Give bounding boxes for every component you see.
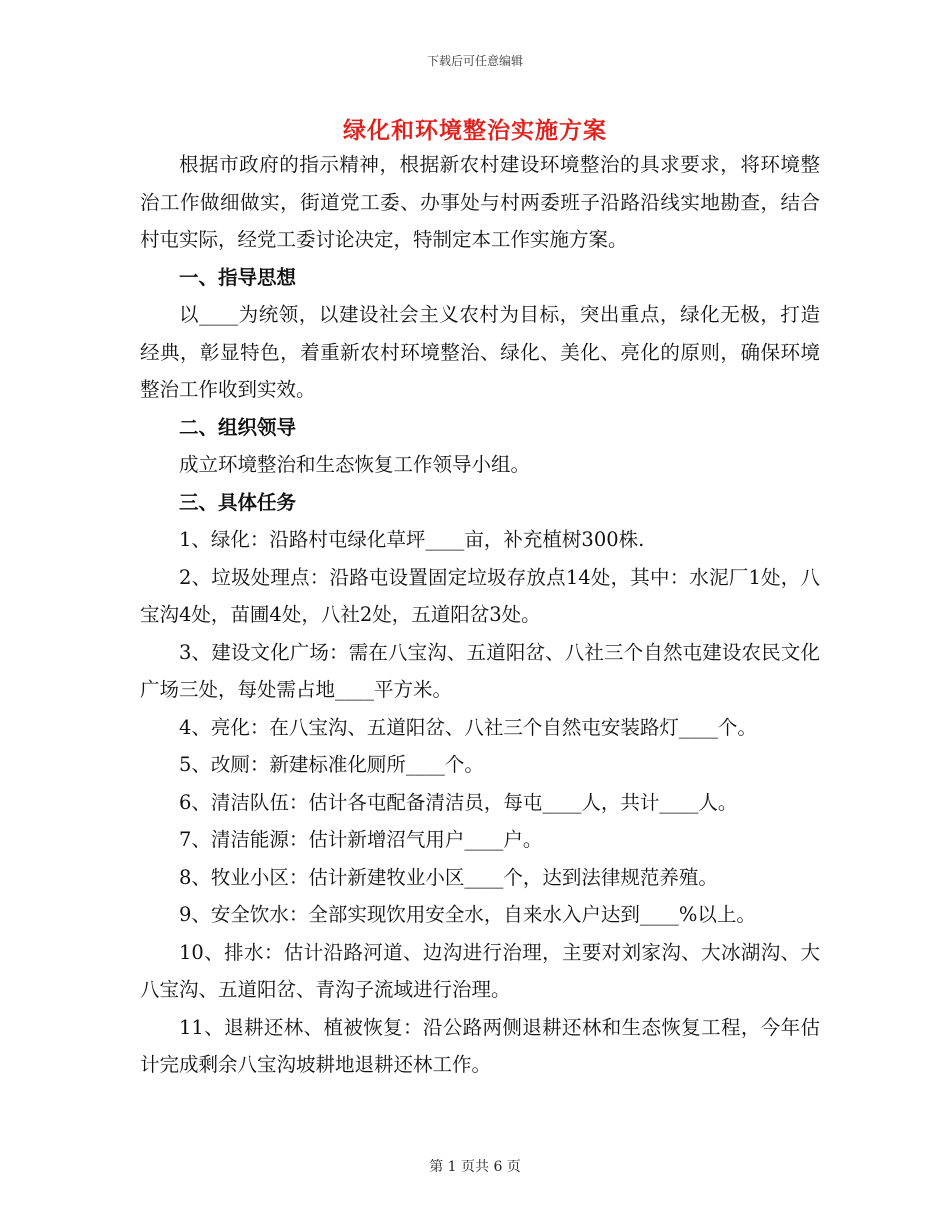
section-heading-tasks: 三、具体任务 — [179, 490, 297, 514]
intro-paragraph: 根据市政府的指示精神，根据新农村建设环境整治的具求要求，将环境整治工作做细做实，街道党工委、办事处与村两委班子沿路沿线实地勘查，结合村屯实际，经党工委讨论决定，特制定本工作实施方案。 — [140, 153, 820, 251]
task-item: 5、改厕：新建标准化厕所____个。 — [179, 753, 484, 776]
task-item: 6、清洁队伍：估计各屯配备清洁员，每屯____人，共计____人。 — [179, 790, 738, 814]
document-title: 绿化和环境整治实施方案 — [343, 118, 607, 144]
task-item: 9、安全饮水：全部实现饮用安全水，自来水入户达到____%以上。 — [179, 903, 756, 926]
task-item: 8、牧业小区：估计新建牧业小区____个，达到法律规范养殖。 — [179, 865, 718, 889]
task-item: 3、建设文化广场：需在八宝沟、五道阳岔、八社三个自然屯建设农民文化广场三处，每处需占地____平方米。 — [140, 640, 820, 701]
section-heading-organization: 二、组织领导 — [179, 415, 297, 439]
task-item: 1、绿化：沿路村屯绿化草坪____亩，补充植树300株. — [179, 528, 645, 551]
task-item: 7、清洁能源：估计新增沼气用户____户。 — [179, 828, 543, 851]
page-footer: 第 1 页共 6 页 — [429, 1159, 521, 1175]
task-item: 11、退耕还林、植被恢复：沿公路两侧退耕还林和生态恢复工程，今年估计完成剩余八宝沟坡耕地退耕还林工作。 — [140, 1015, 820, 1076]
section-heading-guiding: 一、指导思想 — [179, 265, 297, 289]
task-item: 2、垃圾处理点：沿路屯设置固定垃圾存放点14处，其中：水泥厂1处，八宝沟4处，苗圃4处，八社2处，五道阳岔3处。 — [140, 565, 820, 626]
document-body — [140, 146, 820, 1084]
page-header: 下载后可任意编辑 — [426, 54, 523, 68]
section-text-organization: 成立环境整治和生态恢复工作领导小组。 — [179, 453, 531, 476]
task-item: 4、亮化：在八宝沟、五道阳岔、八社三个自然屯安装路灯____个。 — [179, 715, 757, 739]
section-text-guiding: 以____为统领，以建设社会主义农村为目标，突出重点，绿化无极，打造经典，彰显特色，着重新农村环境整治、绿化、美化、亮化的原则，确保环境整治工作收到实效。 — [140, 303, 820, 401]
task-item: 10、排水：估计沿路河道、边沟进行治理，主要对刘家沟、大冰湖沟、大八宝沟、五道阳岔、青沟子流域进行治理。 — [140, 940, 820, 1001]
